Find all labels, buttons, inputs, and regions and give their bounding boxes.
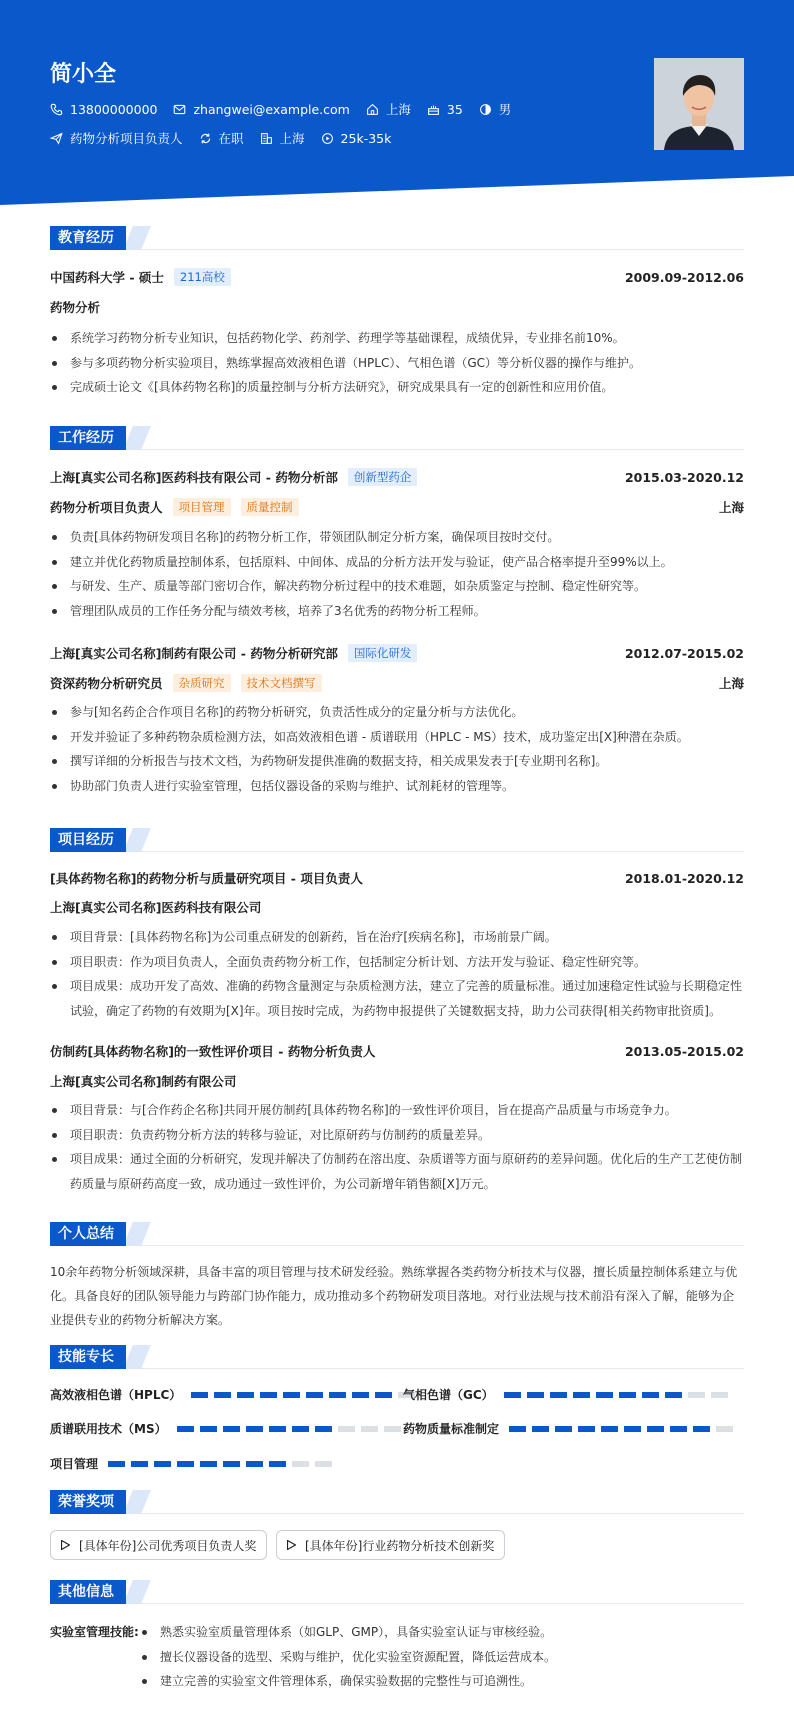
work-tag: 项目管理	[173, 498, 231, 516]
skill-level-bar	[191, 1392, 421, 1398]
skill-level-segment	[269, 1426, 286, 1432]
skill-level-segment	[624, 1426, 641, 1432]
target-city-text: 上海	[279, 131, 305, 146]
skill-name: 高效液相色谱（HPLC）	[50, 1388, 182, 1402]
skill-level-segment	[578, 1426, 595, 1432]
home-icon	[366, 103, 379, 116]
section-divider	[50, 1245, 744, 1246]
email-text: zhangwei@example.com	[193, 101, 350, 117]
skill-level-segment	[315, 1461, 332, 1467]
skill-level-segment	[292, 1461, 309, 1467]
skill-level-segment	[154, 1461, 171, 1467]
skill-level-segment	[246, 1461, 263, 1467]
city-text: 上海	[385, 102, 411, 117]
education-major: 药物分析	[50, 300, 101, 315]
list-item: 项目成果：成功开发了高效、准确的药物含量测定与杂质检测方法，建立了完善的质量标准。通过加速稳定性试验与长期稳定性试验，确定了药物的有效期为[X]年。项目按时完成，为药物申报提供了关键数据支持，助力公司获得[相关药物审批资质]。	[50, 974, 744, 1023]
section-work	[50, 426, 744, 450]
phone-item	[50, 102, 157, 117]
list-item: 系统学习药物分析专业知识，包括药物化学、药剂学、药理学等基础课程，成绩优异，专业排名前10%。	[50, 326, 744, 351]
award-chip	[50, 1530, 267, 1560]
skill-level-segment	[573, 1392, 590, 1398]
work-bullets-1	[50, 700, 744, 798]
skill-level-segment	[670, 1426, 687, 1432]
salary-item	[321, 131, 392, 146]
skill-level-bar	[509, 1426, 739, 1432]
project-header-0	[50, 869, 744, 887]
work-tag: 质量控制	[241, 498, 299, 516]
play-icon	[287, 1540, 296, 1550]
section-tag-tail	[123, 426, 151, 450]
section-divider	[50, 449, 744, 450]
list-item: 完成硕士论文《[具体药物名称]的质量控制与分析方法研究》，研究成果具有一定的创新性和应用价值。	[50, 375, 744, 400]
skill-item	[50, 1386, 421, 1403]
section-tag-tail	[123, 226, 151, 250]
work-tag: 技术文档撰写	[241, 674, 322, 692]
skill-level-segment	[108, 1461, 125, 1467]
skill-level-segment	[716, 1426, 733, 1432]
section-tag-tail	[123, 1580, 151, 1604]
skill-level-segment	[177, 1461, 194, 1467]
skill-name: 质谱联用技术（MS）	[50, 1422, 167, 1436]
section-work-title: 工作经历	[50, 426, 126, 450]
project-title: [具体药物名称]的药物分析与质量研究项目 - 项目负责人	[50, 871, 363, 886]
work-role: 资深药物分析研究员	[50, 676, 163, 691]
skill-item	[50, 1420, 407, 1437]
work-bullets-0	[50, 525, 744, 623]
list-item: 项目背景：与[合作药企名称]共同开展仿制药[具体药物名称]的一致性评价项目，旨在提高产品质量与市场竞争力。	[50, 1098, 744, 1123]
status-item	[199, 129, 244, 147]
skill-level-segment	[596, 1392, 613, 1398]
skill-level-segment	[260, 1392, 277, 1398]
project-org-row-1	[50, 1072, 744, 1090]
section-education	[50, 226, 744, 250]
work-header-0	[50, 468, 744, 486]
list-item: 擅长仪器设备的选型、采购与维护，优化实验室资源配置，降低运营成本。	[140, 1645, 744, 1670]
list-item: 参与多项药物分析实验项目，熟练掌握高效液相色谱（HPLC）、气相色谱（GC）等分析仪器的操作与维护。	[50, 351, 744, 376]
education-date: 2009.09-2012.06	[624, 269, 744, 285]
work-role-row-1	[50, 674, 744, 692]
skill-name: 药物质量标准制定	[403, 1422, 500, 1436]
target-city-item	[260, 129, 305, 147]
skill-level-segment	[177, 1426, 194, 1432]
section-tag-tail	[123, 828, 151, 852]
section-divider	[50, 1368, 744, 1369]
skill-level-segment	[338, 1426, 355, 1432]
phone-text: 13800000000	[70, 101, 158, 117]
skill-level-segment	[361, 1426, 378, 1432]
section-divider	[50, 1603, 744, 1604]
section-other	[50, 1580, 744, 1604]
play-circle-icon	[321, 132, 334, 145]
list-item: 建立并优化药物质量控制体系，包括原料、中间体、成品的分析方法开发与验证，使产品合格率提升至99%以上。	[50, 550, 744, 575]
work-location: 上海	[718, 500, 744, 515]
skill-level-segment	[711, 1392, 728, 1398]
section-skills	[50, 1345, 744, 1369]
skill-level-segment	[555, 1426, 572, 1432]
award-text: [具体年份]行业药物分析技术创新奖	[305, 1538, 495, 1553]
mail-icon	[173, 103, 186, 116]
skill-item	[50, 1455, 338, 1472]
skill-level-segment	[283, 1392, 300, 1398]
section-divider	[50, 1513, 744, 1514]
building-icon	[260, 132, 273, 145]
project-org: 上海[真实公司名称]医药科技有限公司	[50, 900, 262, 915]
section-divider	[50, 249, 744, 250]
work-badge: 国际化研发	[348, 644, 418, 662]
candidate-name: 简小全	[50, 62, 117, 87]
summary-text: 10余年药物分析领域深耕，具备丰富的项目管理与技术研发经验。熟练掌握各类药物分析技术与仪器，擅长质量控制体系建立与优化。具备良好的团队领导能力与跨部门协作能力，成功推动多个药物研发项目落地。对行业法规与技术前沿有深入了解，能够为企业提供专业的药物分析解决方案。	[50, 1265, 738, 1327]
list-item: 熟悉实验室质量管理体系（如GLP、GMP），具备实验室认证与审核经验。	[140, 1620, 744, 1645]
other-label: 实验室管理技能:	[50, 1625, 139, 1639]
skill-level-segment	[550, 1392, 567, 1398]
refresh-icon	[199, 132, 212, 145]
education-bullets	[50, 326, 744, 400]
skill-level-segment	[647, 1426, 664, 1432]
education-major-row	[50, 298, 744, 316]
skill-level-segment	[619, 1392, 636, 1398]
skill-level-segment	[223, 1426, 240, 1432]
list-item: 项目职责：作为项目负责人，全面负责药物分析工作，包括制定分析计划、方法开发与验证、稳定性研究等。	[50, 950, 744, 975]
salary-text: 25k-35k	[340, 130, 392, 146]
section-other-title: 其他信息	[50, 1580, 126, 1604]
skill-level-segment	[504, 1392, 521, 1398]
list-item: 项目成果：通过全面的分析研究，发现并解决了仿制药在溶出度、杂质谱等方面与原研药的差异问题。优化后的生产工艺使仿制药质量与原研药高度一致，成功通过一致性评价，为公司新增年销售额[X]万元。	[50, 1147, 744, 1196]
work-company: 上海[真实公司名称]医药科技有限公司 - 药物分析部	[50, 470, 338, 485]
skill-level-segment	[306, 1392, 323, 1398]
section-tag-tail	[123, 1345, 151, 1369]
skill-item	[403, 1420, 739, 1437]
gender-text: 男	[498, 102, 512, 117]
list-item: 开发并验证了多种药物杂质检测方法，如高效液相色谱 - 质谱联用（HPLC - MS）技术，成功鉴定出[X]种潜在杂质。	[50, 725, 744, 750]
project-date: 2018.01-2020.12	[624, 870, 744, 886]
work-company: 上海[真实公司名称]制药有限公司 - 药物分析研究部	[50, 646, 338, 661]
cake-icon	[427, 103, 440, 116]
skill-level-bar	[177, 1426, 407, 1432]
status-text: 在职	[218, 131, 244, 146]
profile-photo	[654, 58, 744, 150]
age-text: 35	[446, 101, 463, 117]
list-item: 建立完善的实验室文件管理体系，确保实验数据的完整性与可追溯性。	[140, 1669, 744, 1694]
skill-level-bar	[504, 1392, 734, 1398]
send-icon	[50, 132, 63, 145]
skill-level-segment	[375, 1392, 392, 1398]
skill-level-segment	[384, 1426, 401, 1432]
skill-level-segment	[693, 1426, 710, 1432]
section-divider	[50, 851, 744, 852]
award-text: [具体年份]公司优秀项目负责人奖	[79, 1538, 257, 1553]
skill-level-segment	[200, 1461, 217, 1467]
list-item: 管理团队成员的工作任务分配与绩效考核，培养了3名优秀的药物分析工程师。	[50, 599, 744, 624]
other-bullets	[140, 1620, 744, 1694]
project-org: 上海[真实公司名称]制药有限公司	[50, 1074, 237, 1089]
list-item: 协助部门负责人进行实验室管理，包括仪器设备的采购与维护、试剂耗材的管理等。	[50, 774, 744, 799]
project-bullets-1	[50, 1098, 744, 1196]
contact-row	[50, 100, 527, 118]
list-item: 项目背景：[具体药物名称]为公司重点研发的创新药，旨在治疗[疾病名称]，市场前景广阔。	[50, 925, 744, 950]
job-intent-row	[50, 129, 407, 147]
skill-level-segment	[200, 1426, 217, 1432]
work-location: 上海	[718, 676, 744, 691]
section-summary-title: 个人总结	[50, 1222, 126, 1246]
project-date: 2013.05-2015.02	[624, 1043, 744, 1059]
skill-level-segment	[191, 1392, 208, 1398]
play-icon	[61, 1540, 70, 1550]
skill-level-segment	[688, 1392, 705, 1398]
education-school: 中国药科大学 - 硕士	[50, 270, 164, 285]
skill-level-segment	[329, 1392, 346, 1398]
skill-level-segment	[532, 1426, 549, 1432]
section-tag-tail	[123, 1490, 151, 1514]
section-awards	[50, 1490, 744, 1514]
project-bullets-0	[50, 925, 744, 1023]
list-item: 负责[具体药物研发项目名称]的药物分析工作，带领团队制定分析方案，确保项目按时交付。	[50, 525, 744, 550]
work-role: 药物分析项目负责人	[50, 500, 163, 515]
section-awards-title: 荣誉奖项	[50, 1490, 126, 1514]
work-date: 2012.07-2015.02	[624, 645, 744, 661]
award-chip	[276, 1530, 505, 1560]
email-item	[173, 102, 349, 117]
list-item: 参与[知名药企合作项目名称]的药物分析研究，负责活性成分的定量分析与方法优化。	[50, 700, 744, 725]
skill-level-segment	[642, 1392, 659, 1398]
list-item: 与研发、生产、质量等部门密切合作，解决药物分析过程中的技术难题，如杂质鉴定与控制、稳定性研究等。	[50, 574, 744, 599]
section-education-title: 教育经历	[50, 226, 126, 250]
list-item: 撰写详细的分析报告与技术文档，为药物研发提供准确的数据支持，相关成果发表于[专业期刊名称]。	[50, 749, 744, 774]
phone-icon	[50, 103, 63, 116]
job-target-text: 药物分析项目负责人	[70, 131, 183, 146]
gender-icon	[479, 103, 492, 116]
work-badge: 创新型药企	[348, 468, 418, 486]
section-tag-tail	[123, 1222, 151, 1246]
resume-header	[0, 0, 794, 212]
skill-item	[403, 1386, 734, 1403]
skill-level-segment	[601, 1426, 618, 1432]
work-date: 2015.03-2020.12	[624, 469, 744, 485]
list-item: 项目职责：负责药物分析方法的转移与验证，对比原研药与仿制药的质量差异。	[50, 1123, 744, 1148]
skill-level-segment	[237, 1392, 254, 1398]
skill-level-segment	[292, 1426, 309, 1432]
job-target-item	[50, 129, 183, 147]
gender-item	[479, 100, 512, 118]
work-tag: 杂质研究	[173, 674, 231, 692]
project-title: 仿制药[具体药物名称]的一致性评价项目 - 药物分析负责人	[50, 1044, 376, 1059]
age-item	[427, 102, 463, 117]
section-skills-title: 技能专长	[50, 1345, 126, 1369]
skill-level-segment	[509, 1426, 526, 1432]
section-projects-title: 项目经历	[50, 828, 126, 852]
section-projects	[50, 828, 744, 852]
project-header-1	[50, 1042, 744, 1060]
skill-level-segment	[246, 1426, 263, 1432]
education-header	[50, 268, 744, 286]
skill-level-segment	[527, 1392, 544, 1398]
skill-level-segment	[214, 1392, 231, 1398]
skill-name: 项目管理	[50, 1457, 99, 1471]
skill-level-segment	[352, 1392, 369, 1398]
skill-level-segment	[269, 1461, 286, 1467]
skill-level-segment	[223, 1461, 240, 1467]
work-role-row-0	[50, 498, 744, 516]
skill-level-bar	[108, 1461, 338, 1467]
education-badge: 211高校	[174, 268, 231, 286]
work-header-1	[50, 644, 744, 662]
skill-level-segment	[665, 1392, 682, 1398]
skill-level-segment	[131, 1461, 148, 1467]
avatar	[654, 58, 744, 150]
skill-name: 气相色谱（GC）	[403, 1388, 494, 1402]
project-org-row-0	[50, 898, 744, 916]
city-item	[366, 100, 411, 118]
skill-level-segment	[315, 1426, 332, 1432]
section-summary	[50, 1222, 744, 1246]
